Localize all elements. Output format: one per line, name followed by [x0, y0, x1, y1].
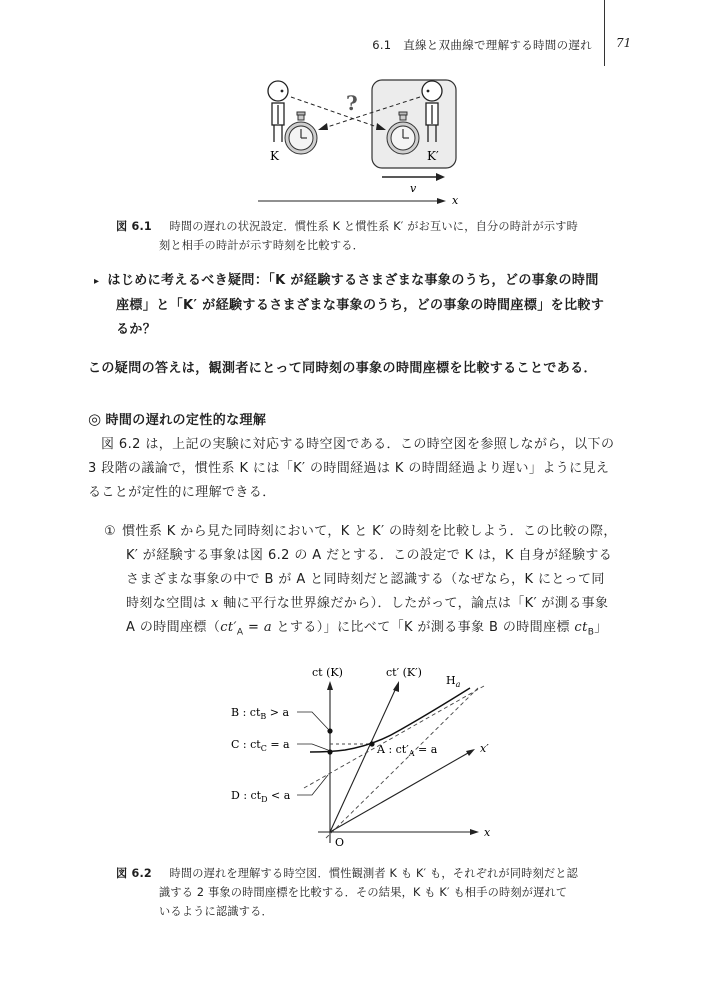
- origin-label: O: [335, 836, 345, 849]
- ct-axis-label: ct (K): [312, 666, 343, 679]
- figure-6-2-caption: [116, 864, 578, 921]
- paragraph-line1: 図 6.2 は，上記の実験に対応する時空図である．この時空図を参照しながら，以下の: [101, 437, 615, 452]
- label-D: D : $ct_D < a$: [231, 789, 291, 804]
- question-mark: ?: [346, 91, 358, 115]
- question-line1: はじめに考えるべき疑問：「K が経験するさまざまな事象のうち，どの事象の時間: [107, 273, 599, 288]
- circled-one-icon: ①: [104, 524, 117, 539]
- event-B: [327, 728, 332, 733]
- paragraph-line2: 3 段階の議論で，慣性系 K には「K′ の時間経過は K の時間経過より遅い」ように見え: [88, 461, 610, 476]
- label-C: C : $ct_C = a$: [231, 738, 290, 753]
- triangle-bullet-icon: ▸: [94, 276, 100, 287]
- caption-number: 図 6.1: [116, 220, 152, 233]
- paragraph-line3: ることが定性的に理解できる．: [88, 485, 276, 500]
- page-number: 71: [616, 36, 632, 50]
- event-A: [369, 741, 374, 746]
- caption-number: 図 6.2: [116, 867, 152, 880]
- ctprime-axis-label: ct′ (K′): [386, 666, 422, 679]
- ctprime-axis: [330, 688, 396, 832]
- step1-line5: A の時間座標（$ct'_A = a$ とする）」に比べて「K が測る事象 B の時間座標 $ct_B$」: [126, 620, 608, 638]
- caption-text-line2: 識する 2 事象の時間座標を比較する．その結果，K も K′ も相手の時刻が遅れて: [159, 886, 568, 899]
- section-title: 時間の遅れの定性的な理解: [105, 413, 267, 428]
- hyperbola-label: $H_a$: [446, 674, 461, 689]
- label-K-prime: K′: [427, 149, 439, 163]
- label-v: v: [410, 182, 417, 195]
- event-C: [327, 749, 332, 754]
- step1-line2: K′ が経験する事象は図 6.2 の A だとする．この設定で K は，K 自身が経験する: [126, 548, 613, 563]
- label-A: A : $ct'_A = a$: [377, 743, 438, 758]
- caption-text-line1: 時間の遅れの状況設定．慣性系 K と慣性系 K′ がお互いに，自分の時計が示す時: [169, 220, 579, 233]
- caption-text-line1: 時間の遅れを理解する時空図．慣性観測者 K も K′ も，それぞれが同時刻だと認: [169, 867, 579, 880]
- question-line3: るか？: [116, 322, 157, 337]
- step1-line3: さまざまな事象の中で B が A と同時刻だと認識する（なぜなら，K にとって同: [126, 572, 605, 587]
- simultaneity-line-kprime: [304, 686, 484, 788]
- xprime-axis: [330, 753, 468, 832]
- caption-text-line2: 刻と相手の時計が示す時刻を比較する．: [159, 239, 364, 252]
- xprime-axis-label: x′: [480, 742, 489, 755]
- label-B: B : $ct_B > a$: [231, 706, 290, 721]
- step1-line1: 慣性系 K から見た同時刻において，K と K′ の時刻を比較しよう．この比較の際，: [122, 524, 617, 539]
- caption-text-line3: いるように認識する．: [159, 905, 273, 918]
- double-circle-icon: ◎: [88, 410, 102, 428]
- question-line2: 座標」と「K′ が経験するさまざまな事象のうち，どの事象の時間座標」を比較す: [116, 298, 605, 313]
- step1-line4: 時刻な空間は x 軸に平行な世界線だから）．したがって，論点は「K′ が測る事象: [126, 596, 609, 611]
- label-K: K: [270, 149, 279, 163]
- answer-sentence: この疑問の答えは，観測者にとって同時刻の事象の時間座標を比較することである．: [88, 361, 597, 376]
- label-x-fig1: x: [452, 194, 459, 207]
- running-header-title: 6.1 直線と双曲線で理解する時間の遅れ: [372, 38, 592, 52]
- x-axis-label: x: [484, 826, 491, 839]
